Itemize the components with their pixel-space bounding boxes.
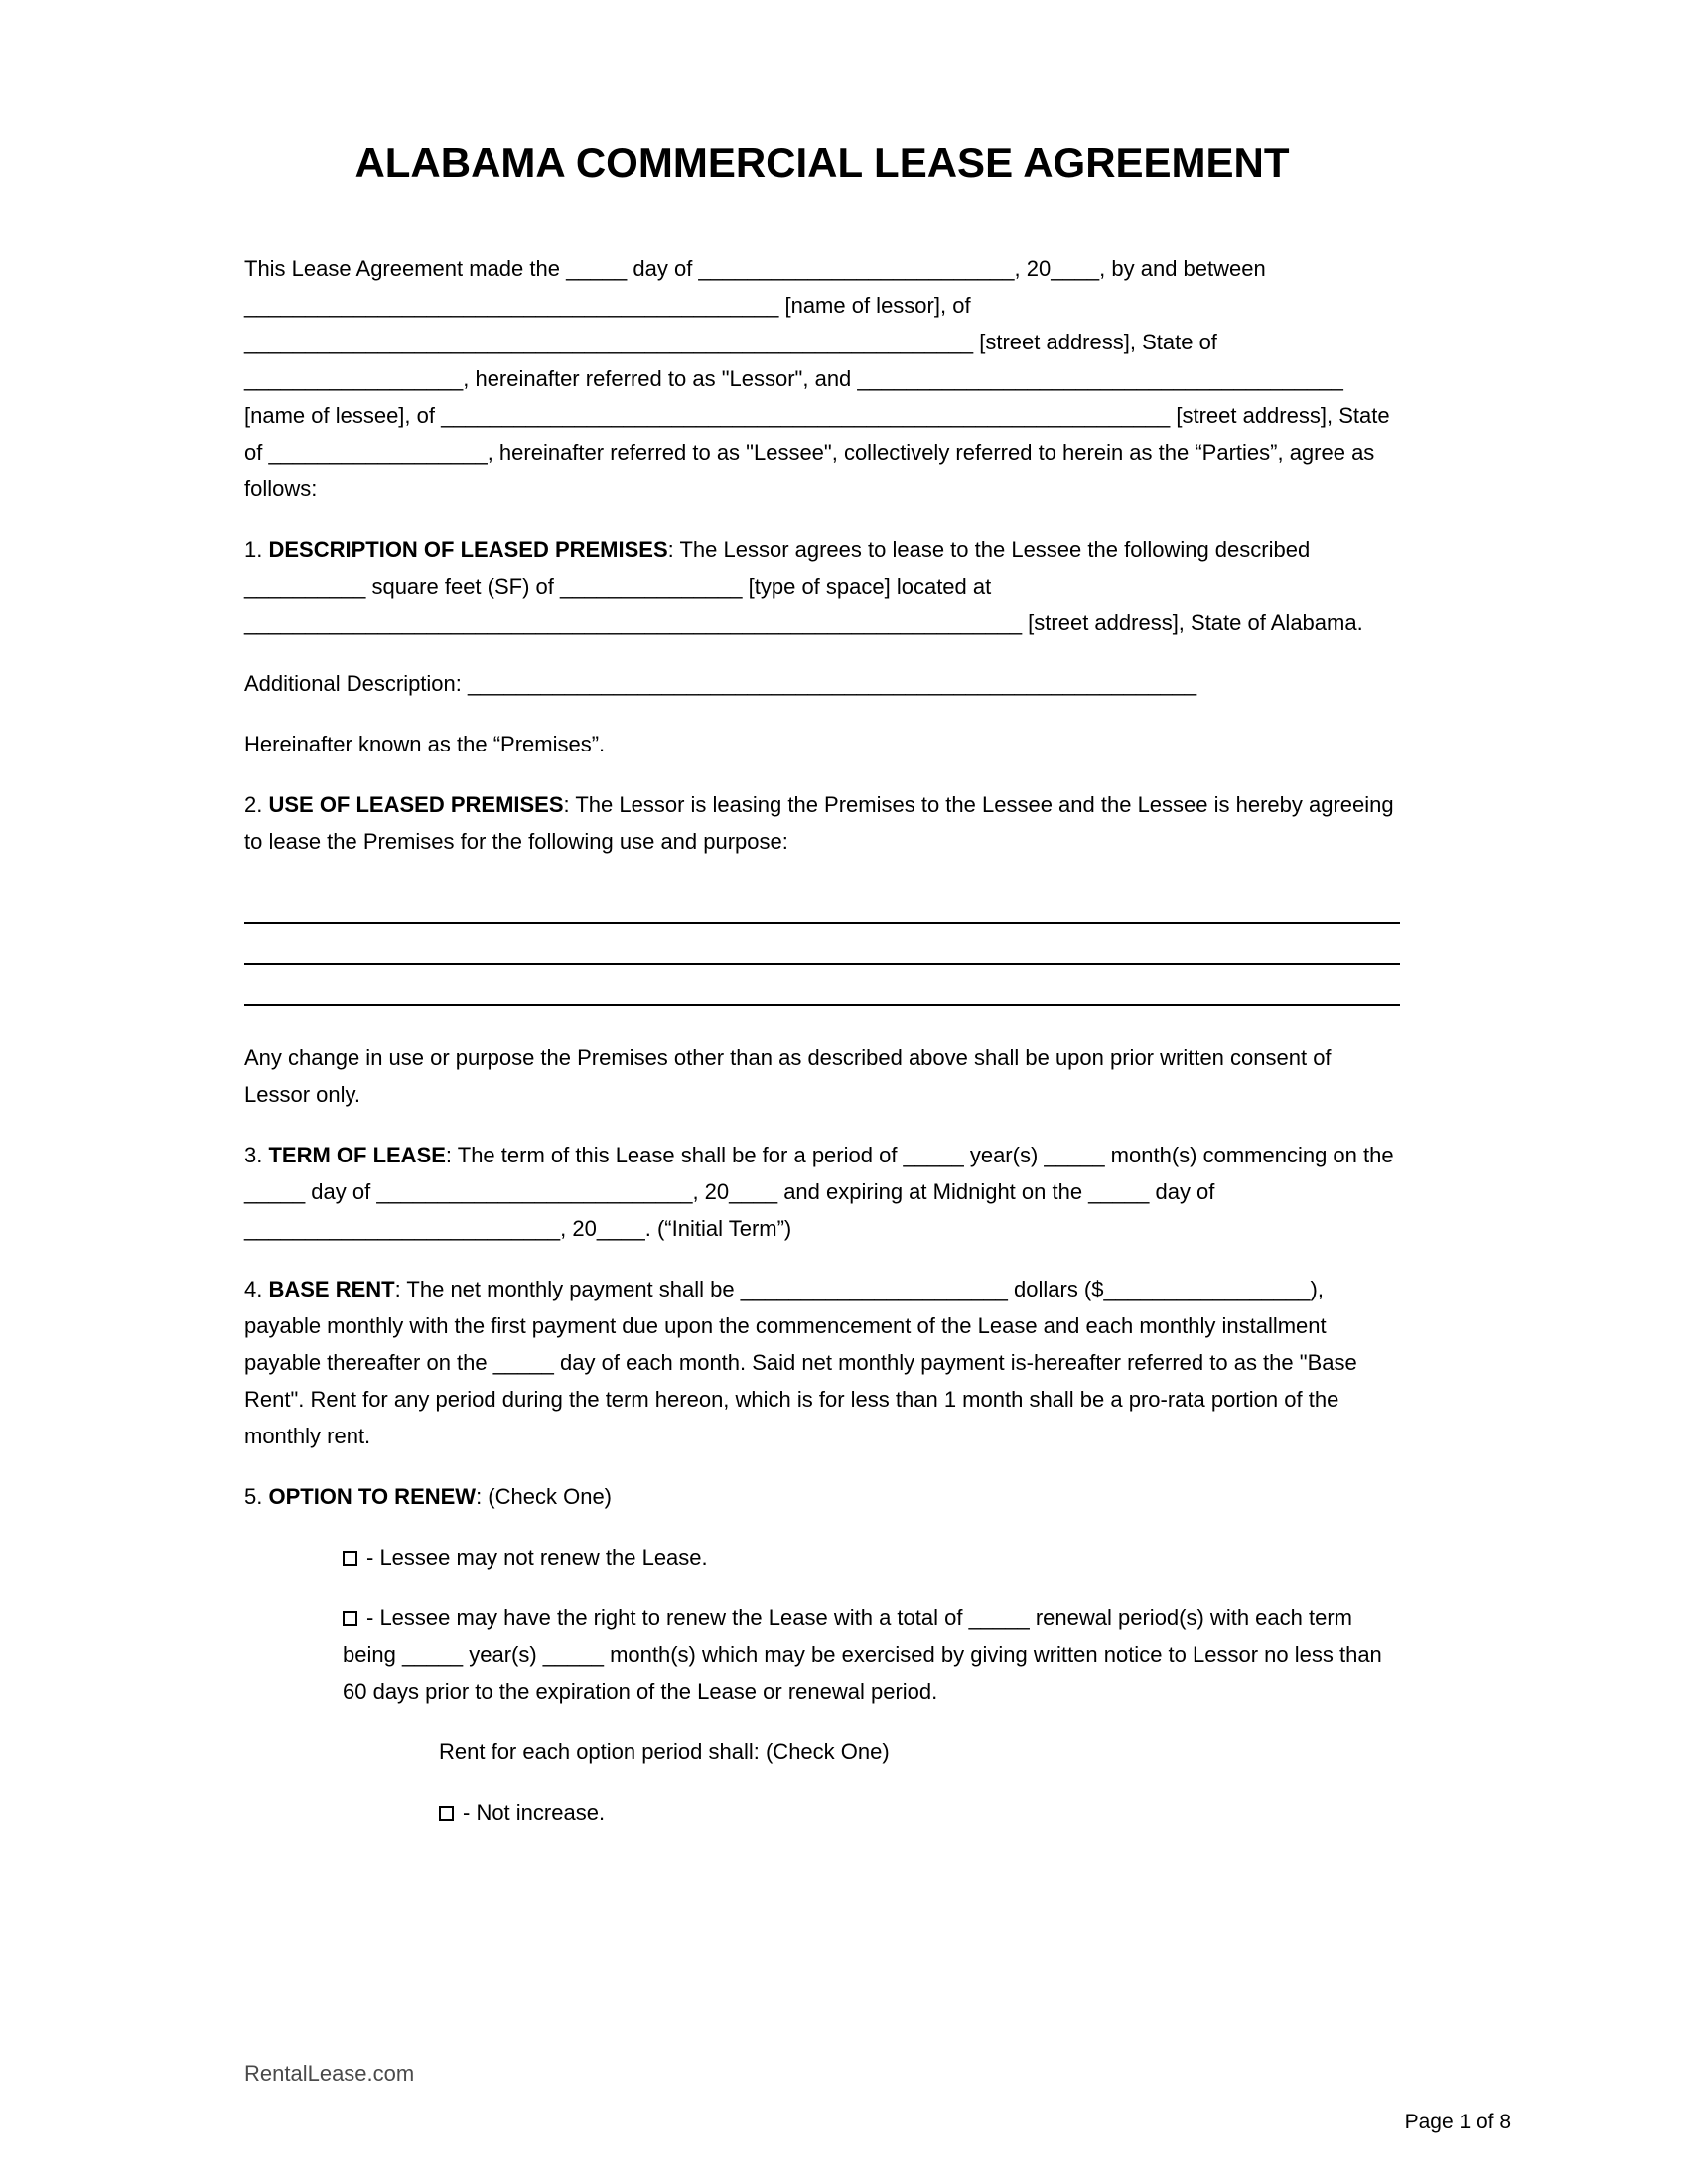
section-5-number: 5. (244, 1484, 269, 1509)
renew-option-right-label: - Lessee may have the right to renew the Lease with a total of _____ renewal period(s) with each term being _____ year(s) _____ month(s) which may be exercised by giving written notice to Lessor no less than 60 days prior to the expiration of the Lease or renewal period. (343, 1605, 1382, 1704)
ruled-blank-line (244, 965, 1400, 1006)
section-3-body: : The term of this Lease shall be for a period of _____ year(s) _____ month(s) commencing on the _____ day of __________________________, 20____ and expiring at Midnight on the _____ day of __________________________, 20____. (“Initial Term”) (244, 1143, 1394, 1241)
section-1-body: : The Lessor agrees to lease to the Lessee the following described __________ square feet (SF) of _______________ [type of space] located at ________________________________________________________________ [street address], State of Alabama. (244, 537, 1363, 635)
ruled-blank-line (244, 884, 1400, 924)
section-4-heading: BASE RENT (268, 1277, 395, 1301)
document-content (244, 139, 1400, 1854)
premises-note: Hereinafter known as the “Premises”. (244, 732, 606, 756)
additional-description-blank: ____________________________________________________________ (468, 671, 1197, 696)
additional-description-label: Additional Description: (244, 671, 469, 696)
page-indicator: Page 1 of 8 (1404, 2111, 1511, 2133)
checkbox-icon[interactable] (343, 1551, 357, 1566)
section-2-paragraph (244, 786, 1400, 860)
section-2-body: : The Lessor is leasing the Premises to the Lessee and the Lessee is hereby agreeing to lease the Premises for the following use and purpose: (244, 792, 1394, 854)
rent-option-not-increase-label: - Not increase. (463, 1800, 606, 1825)
use-purpose-blank-lines (244, 884, 1400, 1006)
section-5-heading-line (244, 1478, 1400, 1515)
section-5-heading: OPTION TO RENEW (268, 1484, 477, 1509)
footer-site-link[interactable]: RentalLease.com (244, 2061, 415, 2086)
renew-option-none-label: - Lessee may not renew the Lease. (366, 1545, 708, 1570)
intro-text: This Lease Agreement made the _____ day of __________________________, 20____, by and between ____________________________________________ [name of lessor], of ____________________________________________________________ [street address], State of __________________, hereinafter referred to as "Lessor", and ________________________________________ [name of lessee], of ____________________________________________________________ [street address], State of __________________, hereinafter referred to as "Lessee", collectively referred to herein as the “Parties”, agree as follows: (244, 256, 1390, 501)
section-4-body: : The net monthly payment shall be ______________________ dollars ($_________________), payable monthly with the first payment due upon the commencement of the Lease and each monthly installment payable thereafter on the _____ day of each month. Said net monthly payment is-hereafter referred to as the "Base Rent". Rent for any period during the term hereon, which is for less than 1 month shall be a pro-rata portion of the monthly rent. (244, 1277, 1357, 1448)
ruled-blank-line (244, 924, 1400, 965)
additional-description-line (244, 665, 1400, 702)
section-1-paragraph (244, 531, 1400, 641)
section-2-number: 2. (244, 792, 269, 817)
renew-option-none (244, 1539, 1400, 1575)
section-3-number: 3. (244, 1143, 269, 1167)
section-3-heading: TERM OF LEASE (268, 1143, 446, 1167)
checkbox-icon[interactable] (343, 1611, 357, 1626)
section-3-paragraph (244, 1137, 1400, 1247)
section-1-heading: DESCRIPTION OF LEASED PREMISES (268, 537, 668, 562)
rent-option-not-increase (244, 1794, 1400, 1831)
section-2-heading: USE OF LEASED PREMISES (268, 792, 564, 817)
section-4-paragraph (244, 1271, 1400, 1454)
rent-option-prompt: Rent for each option period shall: (Check One) (439, 1739, 890, 1764)
intro-paragraph (244, 250, 1400, 507)
section-1-number: 1. (244, 537, 269, 562)
section-4-number: 4. (244, 1277, 269, 1301)
renew-option-right (244, 1599, 1400, 1709)
checkbox-icon[interactable] (439, 1806, 454, 1821)
use-change-note: Any change in use or purpose the Premises other than as described above shall be upon prior written consent of Lessor only. (244, 1045, 1332, 1107)
section-5-body: : (Check One) (476, 1484, 613, 1509)
page-title: ALABAMA COMMERCIAL LEASE AGREEMENT (354, 139, 1290, 186)
